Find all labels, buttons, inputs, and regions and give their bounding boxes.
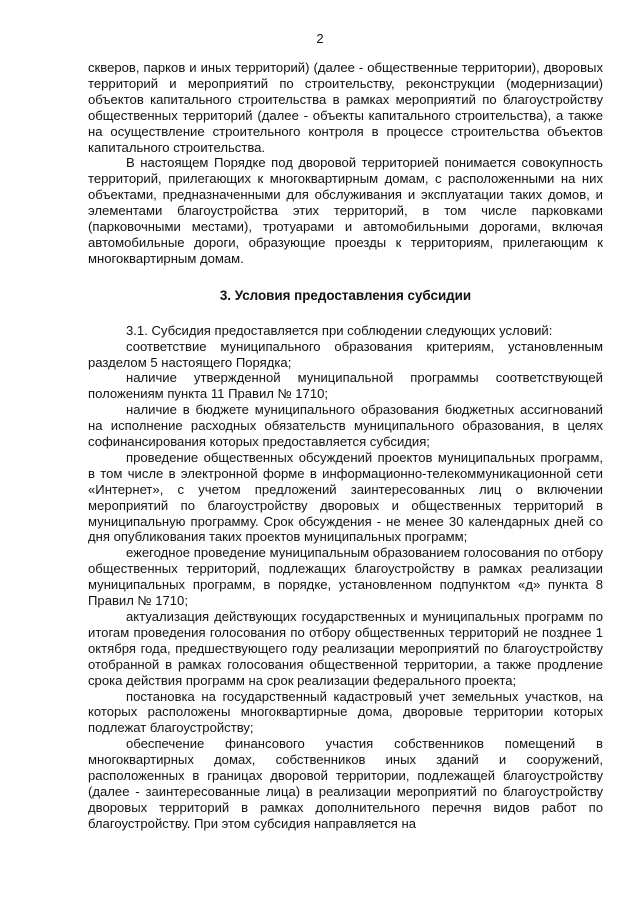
paragraph-condition: ежегодное проведение муниципальным образованием голосования по отбору общественных территорий, подлежащих благоустройству в рамках реализации муниципальных программ, в порядке, установленном подпунктом «д» пункта 8 Правил № 1710; bbox=[88, 545, 604, 609]
paragraph-condition: проведение общественных обсуждений проектов муниципальных программ, в том числе в электронной форме в информационно-телекоммуникационной сети «Интернет», с учетом предложений заинтересованных лиц о включении мероприятий по благоустройству дворовых и общественных территорий в муниципальную программу. Срок обсуждения - не менее 30 календарных дней со дня опубликования таких проектов муниципальных программ; bbox=[88, 449, 603, 545]
paragraph-condition: наличие утвержденной муниципальной программы соответствующей положениям пункта 11 Правил № 1710; bbox=[88, 370, 603, 402]
paragraph-condition: соответствие муниципального образования критериям, установленным разделом 5 настоящего Порядка; bbox=[88, 338, 603, 370]
paragraph-courtyard-definition: В настоящем Порядке под дворовой территорией понимается совокупность территорий, прилегающих к многоквартирным домам, с расположенными на них объектами, предназначенными для обслуживания и эксплуатации таких домов, и элементами благоустройства этих территорий, в том числе парковками (парковочными местами), тротуарами и автомобильными дорогами, включая автомобильные дороги, образующие проезды к территориям, прилегающим к многоквартирным домам. bbox=[88, 155, 603, 266]
paragraph-condition: актуализация действующих государственных и муниципальных программ по итогам проведения голосования по отбору общественных территорий не позднее 1 октября года, предшествующего году реализации мероприятий по благоустройству отобранной в рамках голосования общественной территории, а также продление срока действия программ на срок реализации федерального проекта; bbox=[88, 609, 603, 688]
section-heading: 3. Условия предоставления субсидии bbox=[219, 287, 472, 303]
page-number: 2 bbox=[316, 31, 324, 46]
paragraph-condition: постановка на государственный кадастровый учет земельных участков, на которых расположены многоквартирные дома, дворовые территории которых подлежат благоустройству; bbox=[88, 688, 603, 736]
paragraph-continuation: скверов, парков и иных территорий) (далее - общественные территории), дворовых территорий и мероприятий по строительству, реконструкции (модернизации) объектов капитального строительства в рамках мероприятий по благоустройству общественных территорий (далее - объекты капитального строительства), а также на осуществление строительного контроля в процессе строительства объектов капитального строительства. bbox=[88, 60, 603, 155]
document-body bbox=[88, 60, 603, 832]
paragraph-condition: наличие в бюджете муниципального образования бюджетных ассигнований на исполнение расходных обязательств муниципального образования, в целях софинансирования которых предоставляется субсидия; bbox=[88, 402, 603, 450]
paragraph-condition: обеспечение финансового участия собственников помещений в многоквартирных домах, собственников иных зданий и сооружений, расположенных в границах дворовой территории, подлежащей благоустройству (далее - заинтересованные лица) в реализации мероприятий по благоустройству дворовых территорий в рамках дополнительного перечня видов работ по благоустройству. При этом субсидия направляется на bbox=[88, 736, 603, 831]
paragraph-clause-3-1: 3.1. Субсидия предоставляется при соблюдении следующих условий: bbox=[126, 322, 553, 338]
